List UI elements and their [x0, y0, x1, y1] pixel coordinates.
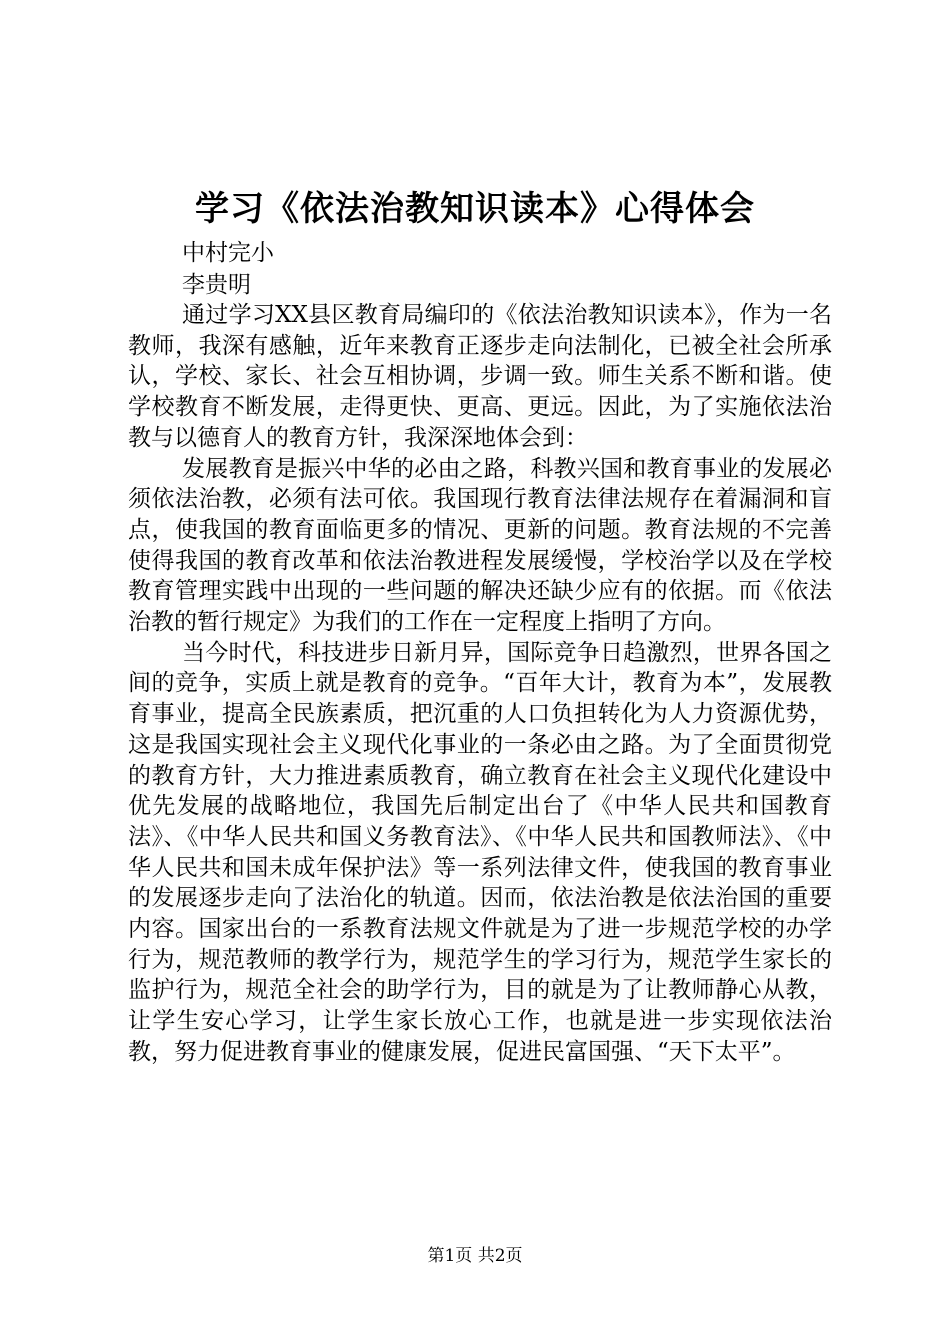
- page-footer: 第1页 共2页: [427, 1246, 523, 1266]
- body-paragraph-3: 当今时代，科技进步日新月异，国际竞争日趋激烈，世界各国之间的竞争，实质上就是教育的竞争。“百年大计，教育为本”，发展教育事业，提高全民族素质，把沉重的人口负担转化为人力资源优势，这是我国实现社会主义现代化事业的一条必由之路。为了全面贯彻党的教育方针，大力推进素质教育，确立教育在社会主义现代化建设中优先发展的战略地位，我国先后制定出台了《中华人民共和国教育法》、《中华人民共和国义务教育法》、《中华人民共和国教师法》、《中华人民共和国未成年保护法》等一系列法律文件，使我国的教育事业的发展逐步走向了法治化的轨道。因而，依法治教是依法治国的重要内容。国家出台的一系教育法规文件就是为了进一步规范学校的办学行为，规范教师的教学行为，规范学生的学习行为，规范学生家长的监护行为，规范全社会的助学行为，目的就是为了让教师静心从教，让学生安心学习，让学生家长放心工作，也就是进一步实现依法治教，努力促进教育事业的健康发展，促进民富国强、“天下太平”。: [128, 639, 832, 1065]
- document-title: 学习《依法治教知识读本》心得体会: [195, 189, 755, 229]
- author-name: 李贵明: [182, 272, 251, 298]
- school-name: 中村完小: [182, 240, 274, 266]
- body-paragraph-2: 发展教育是振兴中华的必由之路，科教兴国和教育事业的发展必须依法治教，必须有法可依。我国现行教育法律法规存在着漏洞和盲点，使我国的教育面临更多的情况、更新的问题。教育法规的不完善使得我国的教育改革和依法治教进程发展缓慢，学校治学以及在学校教育管理实践中出现的一些问题的解决还缺少应有的依据。而《依法治教的暂行规定》为我们的工作在一定程度上指明了方向。: [128, 455, 832, 636]
- document-body: [128, 300, 832, 1068]
- body-paragraph-1: 通过学习XX县区教育局编印的《依法治教知识读本》，作为一名教师，我深有感触，近年来教育正逐步走向法制化，已被全社会所承认，学校、家长、社会互相协调，步调一致。师生关系不断和谐。使学校教育不断发展，走得更快、更高、更远。因此，为了实施依法治教与以德育人的教育方针，我深深地体会到：: [128, 302, 832, 451]
